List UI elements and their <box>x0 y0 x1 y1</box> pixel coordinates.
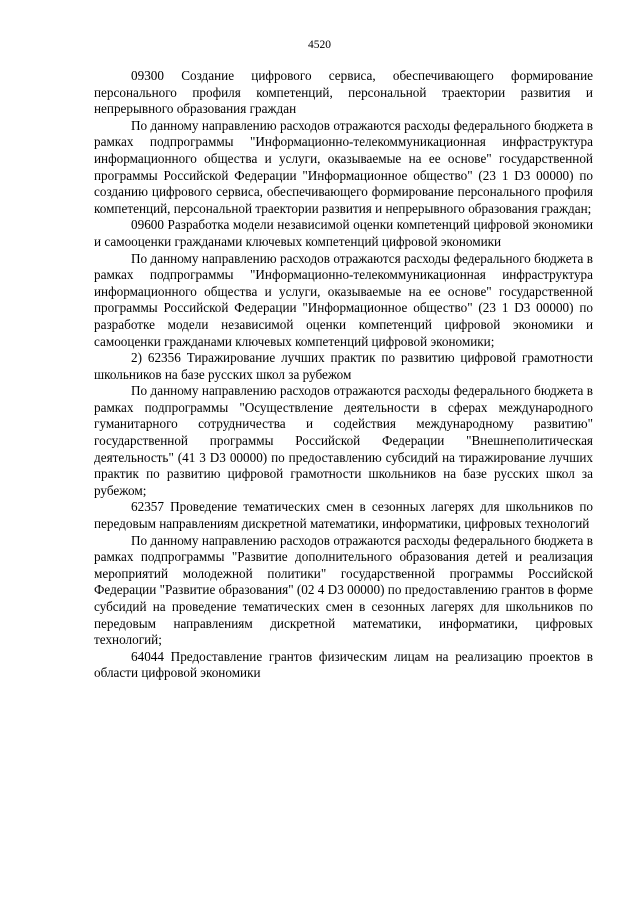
paragraph-62356-title: 2) 62356 Тиражирование лучших практик по развитию цифровой грамотности школьников на базе русских школ за рубежом <box>94 350 593 382</box>
paragraph-09600-description: По данному направлению расходов отражаются расходы федерального бюджета в рамках подпрограммы "Информационно-телекоммуникационная инфраструктура информационного общества и услуги, оказываемые на ее основе" государственной программы Российской Федерации "Информационное общество" (23 1 D3 00000) по разработке модели независимой оценки компетенций цифровой экономики и самооценки гражданами ключевых компетенций цифровой экономики; <box>94 250 593 349</box>
page-number: 4520 <box>308 39 331 51</box>
paragraph-64044-title: 64044 Предоставление грантов физическим лицам на реализацию проектов в области цифровой экономики <box>94 648 593 681</box>
paragraph-09300-description: По данному направлению расходов отражаются расходы федерального бюджета в рамках подпрограммы "Информационно-телекоммуникационная инфраструктура информационного общества и услуги, оказываемые на ее основе" государственной программы Российской Федерации "Информационное общество" (23 1 D3 00000) по созданию цифрового сервиса, обеспечивающего формирование персонального профиля компетенций, персональной траектории развития и непрерывного образования граждан; <box>94 117 593 216</box>
document-body <box>94 68 593 682</box>
paragraph-09300-title: 09300 Создание цифрового сервиса, обеспечивающего формирование персонального профиля компетенций, персональной траектории развития и непрерывного образования граждан <box>94 68 593 117</box>
paragraph-62357-description: По данному направлению расходов отражаются расходы федерального бюджета в рамках подпрограммы "Развитие дополнительного образования детей и реализация мероприятий молодежной политики" государственной программы Российской Федерации "Развитие образования" (02 4 D3 00000) по предоставлению грантов в форме субсидий на проведение тематических смен в сезонных лагерях для школьников по передовым направлениям дискретной математики, информатики, цифровых технологий; <box>94 532 593 648</box>
paragraph-62356-description: По данному направлению расходов отражаются расходы федерального бюджета в рамках подпрограммы "Осуществление деятельности в сферах международного гуманитарного сотрудничества и содействия международному развитию" государственной программы Российской Федерации "Внешнеполитическая деятельность" (41 3 D3 00000) по предоставлению субсидий на тиражирование лучших практик по развитию цифровой грамотности школьников на базе русских школ за рубежом; <box>94 383 593 498</box>
paragraph-09600-title: 09600 Разработка модели независимой оценки компетенций цифровой экономики и самооценки гражданами ключевых компетенций цифровой экономики <box>94 217 593 249</box>
paragraph-62357-title: 62357 Проведение тематических смен в сезонных лагерях для школьников по передовым направлениям дискретной математики, информатики, цифровых технологий <box>94 499 593 532</box>
